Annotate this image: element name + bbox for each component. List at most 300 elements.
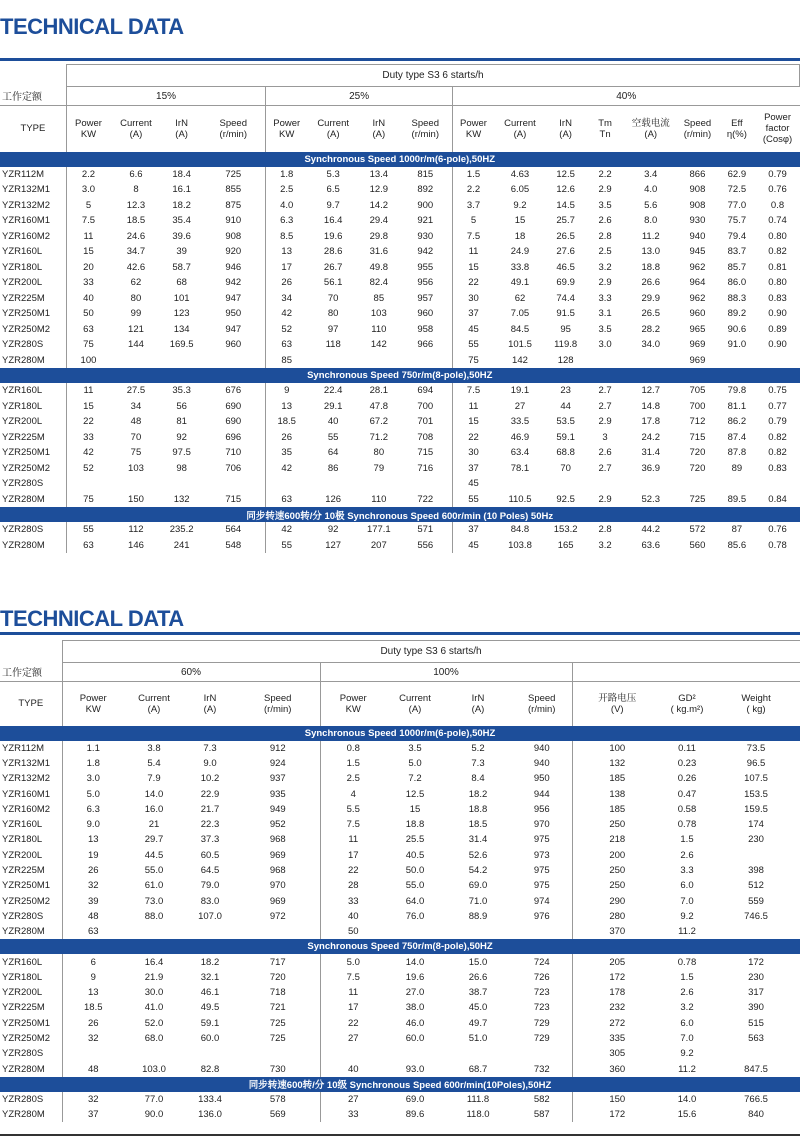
table-cell: 86.2 bbox=[727, 416, 747, 428]
table-cell: 0.79 bbox=[768, 168, 787, 180]
table-cell: 4.0 bbox=[644, 184, 658, 196]
table-cell: 712 bbox=[689, 416, 706, 428]
table-cell: 55 bbox=[453, 337, 495, 353]
table-cell: 958 bbox=[417, 323, 434, 335]
table-cell: 24.2 bbox=[641, 431, 660, 443]
table-cell: 73.0 bbox=[144, 895, 164, 907]
table-cell: 15 bbox=[514, 215, 526, 227]
table-cell: 82.4 bbox=[369, 277, 389, 289]
table-cell: 47.8 bbox=[369, 400, 389, 412]
table-cell: 940 bbox=[533, 757, 550, 769]
table-cell: 940 bbox=[533, 742, 550, 754]
table-cell: 172 bbox=[572, 1107, 662, 1122]
table-cell: 11 bbox=[320, 985, 386, 1000]
table-cell: 3.0 bbox=[62, 771, 124, 786]
table-cell: 50.0 bbox=[405, 865, 425, 877]
table-cell: 100 bbox=[66, 353, 110, 369]
table-cell: 3.1 bbox=[598, 308, 612, 320]
table-cell: 88.3 bbox=[727, 292, 747, 304]
motor-type: YZR160M1 bbox=[2, 788, 51, 800]
table-cell: 960 bbox=[689, 308, 706, 320]
table-cell: 725 bbox=[689, 493, 706, 505]
table-cell: 103 bbox=[370, 308, 387, 320]
table-cell: 22.4 bbox=[323, 385, 343, 397]
table-cell: 40 bbox=[327, 416, 339, 428]
table-cell: 26.6 bbox=[641, 277, 660, 289]
table-cell bbox=[184, 1046, 236, 1061]
group-25pct: 25% bbox=[266, 87, 453, 106]
table-cell: 60.0 bbox=[405, 1032, 425, 1044]
table-cell: 75 bbox=[130, 447, 142, 459]
motor-type: YZR180L bbox=[2, 261, 43, 273]
table-row bbox=[0, 848, 800, 863]
table-cell: 100 bbox=[572, 741, 662, 756]
table-cell: 17 bbox=[266, 260, 308, 276]
table-row bbox=[0, 229, 800, 245]
table-cell: 0.83 bbox=[768, 462, 787, 474]
speed-band: 同步转速600转/分 10级 Synchronous Speed 600r/min(10Poles),50HZ bbox=[0, 1077, 800, 1092]
table-cell: 974 bbox=[533, 895, 550, 907]
table-cell: 0.82 bbox=[768, 447, 787, 459]
table-cell: 700 bbox=[417, 400, 434, 412]
motor-type: YZR160M1 bbox=[2, 215, 51, 227]
table-cell: 142 bbox=[370, 339, 387, 351]
table-cell: 569 bbox=[269, 1109, 286, 1121]
table-cell: 962 bbox=[689, 261, 706, 273]
table-cell: 6.0 bbox=[680, 880, 694, 892]
table-row bbox=[0, 1107, 800, 1122]
table-cell: 33.8 bbox=[510, 261, 530, 273]
table-cell: 13.4 bbox=[369, 168, 389, 180]
table-cell: 0.80 bbox=[768, 277, 787, 289]
table-cell: 85.7 bbox=[727, 261, 747, 273]
table-cell: 41.0 bbox=[144, 1002, 164, 1014]
table-cell: 701 bbox=[417, 416, 434, 428]
motor-type: YZR250M2 bbox=[2, 895, 51, 907]
table-cell: 2.9 bbox=[598, 493, 612, 505]
table-cell: 947 bbox=[225, 292, 242, 304]
table-cell: 715 bbox=[417, 447, 434, 459]
table-cell: 73.5 bbox=[746, 742, 766, 754]
table-cell: 103.8 bbox=[508, 539, 532, 551]
table-cell: 0.74 bbox=[768, 215, 787, 227]
table-row bbox=[0, 244, 800, 260]
table-cell: 74.4 bbox=[556, 292, 575, 304]
table-cell bbox=[110, 353, 162, 369]
table-cell: 250 bbox=[572, 878, 662, 893]
table-cell: 11 bbox=[320, 832, 386, 847]
table-cell: 55.0 bbox=[405, 880, 425, 892]
table-cell: 8 bbox=[133, 184, 139, 196]
table-cell: 0.26 bbox=[677, 773, 697, 785]
table-cell: 13 bbox=[266, 244, 308, 260]
table-cell: 84.8 bbox=[510, 524, 530, 536]
motor-type: YZR160L bbox=[2, 246, 43, 258]
table-row bbox=[0, 1016, 800, 1031]
table-cell: 46.9 bbox=[510, 431, 530, 443]
table-row bbox=[0, 985, 800, 1000]
table-row bbox=[0, 275, 800, 291]
table-cell: 18.2 bbox=[200, 956, 220, 968]
table-cell: 55 bbox=[453, 492, 495, 508]
table-cell: 962 bbox=[689, 292, 706, 304]
table-cell: 942 bbox=[225, 277, 242, 289]
table-cell: 15.6 bbox=[677, 1109, 697, 1121]
table-row bbox=[0, 383, 800, 399]
table-cell: 78.1 bbox=[510, 462, 530, 474]
table-cell: 556 bbox=[417, 539, 434, 551]
table-cell: 87.8 bbox=[727, 447, 747, 459]
table-cell: 26.7 bbox=[323, 261, 343, 273]
table-cell: 52 bbox=[66, 461, 110, 477]
table-cell: 515 bbox=[748, 1017, 764, 1029]
table-cell: 966 bbox=[417, 339, 434, 351]
table-cell: 69.0 bbox=[405, 1093, 425, 1105]
table-row bbox=[0, 182, 800, 198]
table-cell: 20 bbox=[66, 260, 110, 276]
table-cell: 8.0 bbox=[644, 215, 658, 227]
table-cell: 96.5 bbox=[746, 757, 766, 769]
table-cell: 33.5 bbox=[510, 416, 530, 428]
table-row bbox=[0, 756, 800, 771]
table-cell: 52.0 bbox=[144, 1017, 164, 1029]
table-cell: 572 bbox=[689, 524, 706, 536]
motor-type: YZR280M bbox=[2, 539, 45, 551]
table-cell: 21 bbox=[148, 819, 160, 831]
table-cell: 18.8 bbox=[468, 803, 488, 815]
table-cell: 2.7 bbox=[598, 462, 612, 474]
table-row bbox=[0, 353, 800, 369]
table-cell: 33 bbox=[320, 893, 386, 908]
table-cell: 29.7 bbox=[144, 834, 164, 846]
table-cell: 40.5 bbox=[405, 849, 425, 861]
table-cell: 55 bbox=[66, 522, 110, 538]
table-cell: 68.0 bbox=[144, 1032, 164, 1044]
table-cell: 5.6 bbox=[644, 199, 658, 211]
table-cell: 7.5 bbox=[320, 970, 386, 985]
table-cell: 920 bbox=[225, 246, 242, 258]
table-cell: 746.5 bbox=[744, 910, 768, 922]
table-cell: 24.9 bbox=[510, 246, 530, 258]
table-cell: 77.0 bbox=[144, 1093, 164, 1105]
table-cell: 127 bbox=[325, 539, 342, 551]
table-cell: 21.9 bbox=[144, 971, 164, 983]
table-cell bbox=[266, 476, 308, 492]
table-cell bbox=[62, 1046, 124, 1061]
table-cell: 26.5 bbox=[641, 308, 660, 320]
table-cell: 14.0 bbox=[144, 788, 164, 800]
table-cell: 88.0 bbox=[144, 910, 164, 922]
table-cell: 559 bbox=[748, 895, 764, 907]
table-cell: 99 bbox=[130, 308, 142, 320]
table-cell: 975 bbox=[533, 880, 550, 892]
speed-header: Speed (r/min) bbox=[219, 117, 248, 140]
table-cell bbox=[399, 353, 453, 369]
table-cell: 26.5 bbox=[556, 230, 575, 242]
table-cell: 126 bbox=[325, 493, 342, 505]
table-cell: 119.8 bbox=[554, 339, 578, 351]
table-cell: 726 bbox=[533, 971, 550, 983]
table-cell: 26 bbox=[62, 863, 124, 878]
table-cell bbox=[359, 353, 398, 369]
table-cell: 921 bbox=[417, 215, 434, 227]
table-cell: 370 bbox=[572, 924, 662, 939]
table-cell: 15.0 bbox=[468, 956, 488, 968]
table-cell: 968 bbox=[269, 865, 286, 877]
table-row bbox=[0, 817, 800, 832]
table-cell: 218 bbox=[572, 832, 662, 847]
table-cell: 29.8 bbox=[369, 230, 389, 242]
table-cell: 37 bbox=[453, 461, 495, 477]
table-cell bbox=[712, 848, 800, 863]
table-cell: 32 bbox=[62, 1092, 124, 1107]
table-cell: 5.5 bbox=[320, 802, 386, 817]
current-header: Current (A) bbox=[120, 117, 152, 140]
table-cell: 31.6 bbox=[369, 246, 389, 258]
table-cell: 18.5 bbox=[126, 215, 146, 227]
table-cell: 15 bbox=[66, 399, 110, 415]
table-cell: 22 bbox=[453, 275, 495, 291]
table-cell: 1.8 bbox=[62, 756, 124, 771]
motor-type: YZR280S bbox=[2, 524, 44, 536]
table-cell: 0.84 bbox=[768, 493, 787, 505]
table-cell: 0.83 bbox=[768, 292, 787, 304]
table-cell: 0.76 bbox=[768, 524, 787, 536]
table-cell: 28.6 bbox=[323, 246, 343, 258]
table-cell: 79 bbox=[373, 462, 385, 474]
table-cell: 975 bbox=[533, 865, 550, 877]
table-cell: 75 bbox=[66, 492, 110, 508]
table-cell: 18.8 bbox=[641, 261, 660, 273]
table-cell: 132 bbox=[173, 493, 190, 505]
table-cell: 29.4 bbox=[369, 215, 389, 227]
table-cell: 1.5 bbox=[320, 756, 386, 771]
table-cell: 1.5 bbox=[453, 167, 495, 183]
table-cell: 69.0 bbox=[468, 880, 488, 892]
table-cell: 3.8 bbox=[147, 742, 161, 754]
table-cell: 185 bbox=[572, 771, 662, 786]
table-cell: 908 bbox=[689, 199, 706, 211]
table-cell: 18 bbox=[514, 230, 526, 242]
motor-type: YZR225M bbox=[2, 292, 45, 304]
table-cell: 5.3 bbox=[326, 168, 340, 180]
table-cell: 2.5 bbox=[598, 246, 612, 258]
section1-title: TECHNICAL DATA bbox=[0, 14, 184, 39]
table-cell bbox=[546, 476, 585, 492]
table-cell: 676 bbox=[225, 385, 242, 397]
table-cell: 103 bbox=[128, 462, 144, 474]
table-cell: 11.2 bbox=[641, 230, 660, 242]
table-cell: 716 bbox=[417, 462, 434, 474]
table-cell: 45 bbox=[453, 538, 495, 554]
table-cell: 3.5 bbox=[598, 323, 612, 335]
motor-type: YZR280S bbox=[2, 1093, 44, 1105]
table-cell: 34 bbox=[266, 291, 308, 307]
table-cell: 63.6 bbox=[641, 539, 660, 551]
table-cell: 22.9 bbox=[200, 788, 220, 800]
table-cell: 930 bbox=[689, 215, 706, 227]
table-cell: 13 bbox=[62, 832, 124, 847]
table-row bbox=[0, 1092, 800, 1107]
table-cell: 159.5 bbox=[744, 803, 768, 815]
current-header: Current (A) bbox=[399, 692, 431, 715]
table-cell: 42 bbox=[66, 445, 110, 461]
table-cell: 6.5 bbox=[326, 184, 340, 196]
table-cell: 11.2 bbox=[678, 1063, 696, 1075]
table-cell: 54.2 bbox=[468, 865, 488, 877]
table-cell: 178 bbox=[572, 985, 662, 1000]
table-cell: 29.9 bbox=[641, 292, 660, 304]
table-cell: 0.76 bbox=[768, 184, 787, 196]
table-cell: 76.0 bbox=[405, 910, 425, 922]
table-cell: 6.05 bbox=[510, 184, 530, 196]
table-cell bbox=[236, 1046, 320, 1061]
table-cell: 37 bbox=[453, 306, 495, 322]
table-cell: 28.2 bbox=[641, 323, 660, 335]
table-cell: 12.5 bbox=[556, 168, 575, 180]
speed-band: Synchronous Speed 1000r/m(6-pole),50HZ bbox=[0, 726, 800, 741]
table-cell: 960 bbox=[225, 339, 242, 351]
table-cell: 59.1 bbox=[200, 1017, 220, 1029]
table-cell: 5.4 bbox=[147, 757, 161, 769]
speed-header: Speed (r/min) bbox=[411, 117, 440, 140]
table-cell: 30.0 bbox=[144, 987, 164, 999]
irn-header: IrN (A) bbox=[559, 117, 572, 140]
table-cell: 60.5 bbox=[200, 849, 220, 861]
table-cell: 205 bbox=[572, 954, 662, 969]
motor-type: YZR225M bbox=[2, 1002, 45, 1014]
table-cell: 280 bbox=[572, 909, 662, 924]
table-cell: 11 bbox=[453, 399, 495, 415]
table-cell: 112 bbox=[128, 524, 144, 536]
table-cell bbox=[201, 353, 265, 369]
table-cell: 55 bbox=[266, 538, 308, 554]
table-cell: 964 bbox=[689, 277, 706, 289]
table-cell: 3.5 bbox=[408, 742, 422, 754]
table-cell: 150 bbox=[128, 493, 144, 505]
table-cell: 153.5 bbox=[744, 788, 768, 800]
table-cell bbox=[124, 924, 184, 939]
table-cell: 2.5 bbox=[320, 771, 386, 786]
table-cell: 2.8 bbox=[598, 230, 612, 242]
table-cell: 50 bbox=[320, 924, 386, 939]
table-cell: 972 bbox=[269, 910, 286, 922]
table-cell: 128 bbox=[557, 354, 574, 366]
table-cell: 133.4 bbox=[198, 1093, 222, 1105]
table-cell: 39.6 bbox=[172, 230, 191, 242]
table-row bbox=[0, 414, 800, 430]
table-cell: 708 bbox=[417, 431, 434, 443]
table-cell: 52 bbox=[266, 322, 308, 338]
table-cell: 8.5 bbox=[266, 229, 308, 245]
table-cell: 720 bbox=[269, 971, 286, 983]
table-cell: 101 bbox=[173, 292, 190, 304]
table-cell: 3.2 bbox=[598, 261, 612, 273]
table-cell: 39 bbox=[176, 246, 187, 258]
table-cell: 59.1 bbox=[556, 431, 575, 443]
table-cell: 0.47 bbox=[677, 788, 697, 800]
table-cell: 2.7 bbox=[598, 400, 612, 412]
table-row bbox=[0, 1031, 800, 1046]
table-cell: 390 bbox=[748, 1002, 764, 1014]
table-cell bbox=[162, 353, 201, 369]
table-cell: 103.0 bbox=[142, 1063, 166, 1075]
duty-type: Duty type S3 6 starts/h bbox=[62, 641, 800, 663]
table-row bbox=[0, 492, 800, 508]
table-cell: 910 bbox=[225, 215, 242, 227]
table-cell: 705 bbox=[689, 385, 706, 397]
table-cell: 32 bbox=[62, 1031, 124, 1046]
table-cell: 31.4 bbox=[641, 447, 660, 459]
table-cell: 33 bbox=[320, 1107, 386, 1122]
technical-table-2 bbox=[0, 640, 800, 1122]
table-cell bbox=[236, 924, 320, 939]
table-cell: 44.2 bbox=[641, 524, 660, 536]
table-cell: 26 bbox=[266, 430, 308, 446]
table-cell: 847.5 bbox=[744, 1063, 768, 1075]
table-cell: 45.0 bbox=[468, 1002, 488, 1014]
table-cell: 19.6 bbox=[405, 971, 425, 983]
table-cell: 63 bbox=[266, 337, 308, 353]
table-cell: 563 bbox=[748, 1032, 764, 1044]
table-cell: 101.5 bbox=[508, 339, 532, 351]
table-cell: 83.0 bbox=[200, 895, 220, 907]
motor-type: YZR132M1 bbox=[2, 757, 51, 769]
table-row bbox=[0, 802, 800, 817]
table-cell: 16.1 bbox=[172, 184, 191, 196]
table-cell: 40 bbox=[320, 1061, 386, 1076]
table-cell: 0.81 bbox=[768, 261, 787, 273]
rating-label: 工作定额 bbox=[0, 663, 62, 682]
table-cell: 27 bbox=[320, 1092, 386, 1107]
table-cell: 290 bbox=[572, 893, 662, 908]
table-cell: 63 bbox=[66, 322, 110, 338]
table-cell: 136.0 bbox=[198, 1109, 222, 1121]
table-cell: 118.0 bbox=[466, 1109, 490, 1121]
section2-title-rule bbox=[0, 632, 800, 635]
table-cell: 960 bbox=[417, 308, 434, 320]
table-cell: 12.7 bbox=[641, 385, 660, 397]
table-cell: 53.5 bbox=[556, 416, 575, 428]
motor-type: YZR160L bbox=[2, 819, 43, 831]
table-cell: 64.5 bbox=[200, 865, 220, 877]
duty-type: Duty type S3 6 starts/h bbox=[66, 65, 799, 87]
table-cell: 0.90 bbox=[768, 308, 787, 320]
table-cell: 235.2 bbox=[169, 524, 194, 536]
table-cell: 71.2 bbox=[369, 431, 389, 443]
table-cell: 17 bbox=[320, 1000, 386, 1015]
table-cell: 28 bbox=[320, 878, 386, 893]
table-cell: 110.5 bbox=[508, 493, 532, 505]
table-cell: 715 bbox=[225, 493, 242, 505]
table-cell: 924 bbox=[269, 757, 286, 769]
table-cell: 2.6 bbox=[680, 987, 694, 999]
tm-tn-header: Tm Tn bbox=[598, 117, 612, 140]
table-cell: 950 bbox=[225, 308, 242, 320]
table-cell: 48 bbox=[130, 416, 142, 428]
table-cell: 70 bbox=[130, 431, 142, 443]
table-cell: 79.4 bbox=[727, 230, 747, 242]
table-cell: 908 bbox=[689, 184, 706, 196]
table-cell: 305 bbox=[572, 1046, 662, 1061]
table-cell: 729 bbox=[533, 1017, 550, 1029]
table-cell: 0.75 bbox=[768, 385, 787, 397]
table-cell: 37.3 bbox=[200, 834, 220, 846]
motor-type: YZR280M bbox=[2, 493, 45, 505]
table-cell: 33 bbox=[66, 275, 110, 291]
table-cell: 700 bbox=[689, 400, 706, 412]
motor-type: YZR200L bbox=[2, 277, 43, 289]
